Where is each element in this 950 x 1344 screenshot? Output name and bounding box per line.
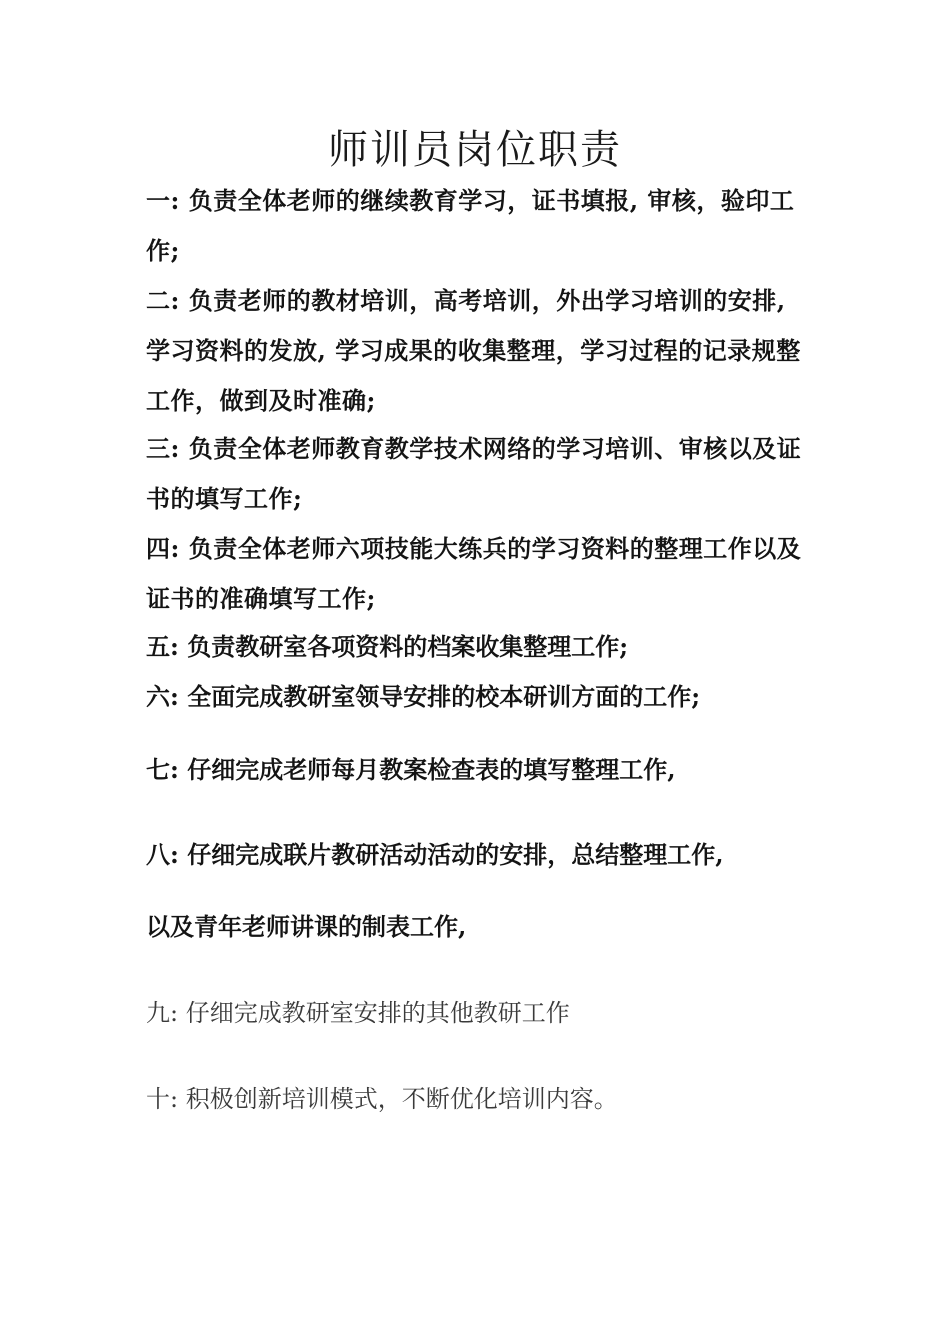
duty-item-10: 十: 积极创新培训模式，不断优化培训内容。	[146, 1085, 618, 1113]
duty-item-2: 二: 负责老师的教材培训，高考培训，外出学习培训的安排, 学习资料的发放, 学习成果的收集整理，学习过程的记录规整工作，做到及时准确;	[146, 286, 801, 415]
duty-item-9: 九: 仔细完成教研室安排的其他教研工作	[146, 999, 570, 1027]
duty-item-8: 八: 仔细完成联片教研活动活动的安排，总结整理工作,	[146, 840, 724, 869]
duty-item-5: 五: 负责教研室各项资料的档案收集整理工作;	[146, 632, 629, 661]
duty-item-8-continued: 以及青年老师讲课的制表工作,	[146, 912, 467, 941]
duty-item-3: 三: 负责全体老师教育教学技术网络的学习培训、审核以及证书的填写工作;	[146, 434, 802, 513]
duty-item-6: 六: 全面完成教研室领导安排的校本研训方面的工作;	[146, 682, 701, 711]
duty-item-7: 七: 仔细完成老师每月教案检查表的填写整理工作,	[146, 755, 676, 784]
duty-item-1: 一: 负责全体老师的继续教育学习，证书填报, 审核，验印工作;	[146, 186, 795, 265]
document-title: 师训员岗位职责	[328, 127, 622, 173]
duty-item-4: 四: 负责全体老师六项技能大练兵的学习资料的整理工作以及证书的准确填写工作;	[146, 534, 802, 613]
